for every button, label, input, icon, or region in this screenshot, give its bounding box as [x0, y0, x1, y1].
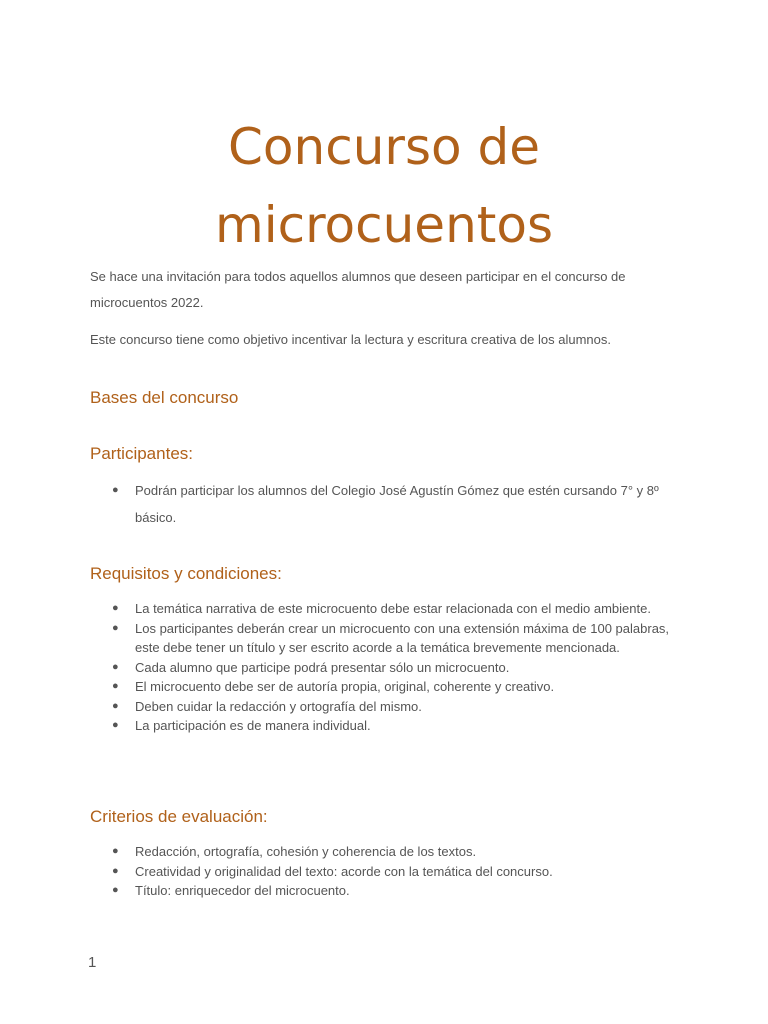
- list-item-text: Creatividad y originalidad del texto: acorde con la temática del concurso.: [135, 863, 553, 879]
- list-item-text: Cada alumno que participe podrá presentar sólo un microcuento.: [135, 659, 510, 675]
- bullet-icon: ●: [112, 484, 119, 496]
- list-item-text: La participación es de manera individual.: [135, 718, 371, 733]
- list-item: [90, 599, 670, 619]
- list-item: [90, 716, 670, 736]
- bullet-icon: ●: [112, 660, 119, 673]
- list-item: [90, 619, 670, 658]
- bases-heading: Bases del concurso: [90, 388, 239, 407]
- list-item-text: Deben cuidar la redacción y ortografía del mismo.: [135, 698, 422, 714]
- list-item: [90, 697, 670, 717]
- document-title: [0, 108, 768, 264]
- list-item-text: Redacción, ortografía, cohesión y coherencia de los textos.: [135, 844, 477, 859]
- bullet-icon: ●: [112, 884, 119, 896]
- bullet-icon: ●: [112, 680, 119, 692]
- list-item-text: El microcuento debe ser de autoría propia, original, coherente y creativo.: [135, 679, 555, 694]
- list-item-text: Podrán participar los alumnos del Colegio José Agustín Gómez que estén cursando 7° y 8º básico.: [135, 483, 659, 525]
- list-item: [90, 677, 670, 697]
- page-number: 1: [88, 954, 97, 971]
- intro-paragraph: Se hace una invitación para todos aquellos alumnos que deseen participar en el concurso de microcuentos 2022.: [90, 269, 626, 310]
- bullet-icon: ●: [112, 699, 119, 712]
- list-item: [90, 881, 670, 901]
- list-item: [90, 658, 670, 678]
- participants-list: [90, 477, 670, 531]
- objective-paragraph: Este concurso tiene como objetivo incentivar la lectura y escritura creativa de los alumnos.: [90, 332, 611, 347]
- list-item-text: Título: enriquecedor del microcuento.: [135, 883, 350, 898]
- requirements-heading: Requisitos y condiciones:: [90, 564, 282, 583]
- list-item: [90, 842, 670, 862]
- bullet-icon: ●: [112, 719, 119, 731]
- list-item: [90, 477, 670, 531]
- list-item-text: La temática narrativa de este microcuento debe estar relacionada con el medio ambiente.: [135, 601, 651, 616]
- bullet-icon: ●: [112, 602, 119, 614]
- bullet-icon: ●: [112, 845, 119, 857]
- criteria-heading: Criterios de evaluación:: [90, 807, 268, 826]
- criteria-list: [90, 842, 670, 901]
- list-item: [90, 862, 670, 882]
- participants-heading: Participantes:: [90, 444, 193, 463]
- title-line-2: microcuentos: [214, 196, 553, 254]
- requirements-list: [90, 599, 670, 736]
- bullet-icon: ●: [112, 864, 119, 877]
- list-item-text: Los participantes deberán crear un microcuento con una extensión máxima de 100 palabras, este debe tener un título y ser escrito acorde a la temática brevemente mencionada.: [135, 620, 670, 655]
- title-line-1: Concurso de: [228, 118, 540, 176]
- bullet-icon: ●: [112, 621, 119, 634]
